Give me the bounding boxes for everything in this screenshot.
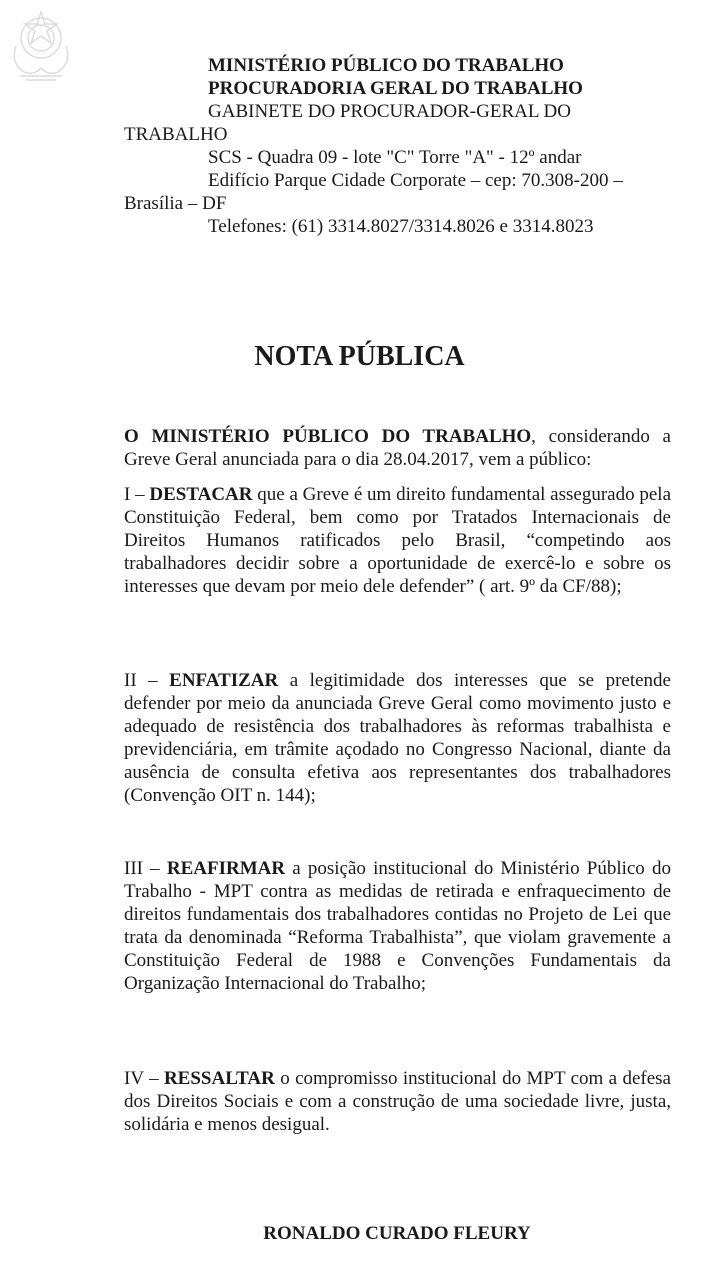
item-prefix: IV –: [124, 1068, 164, 1089]
item-prefix: III –: [124, 858, 167, 879]
item-keyword: ENFATIZAR: [169, 670, 279, 691]
item-keyword: DESTACAR: [149, 484, 253, 505]
intro-subject: O MINISTÉRIO PÚBLICO DO TRABALHO: [124, 426, 532, 447]
item-paragraph-4: [124, 1067, 671, 1136]
item-paragraph-3: [124, 857, 671, 995]
document-title: NOTA PÚBLICA: [254, 341, 465, 372]
item-keyword: RESSALTAR: [163, 1068, 275, 1089]
header-city: Brasília – DF: [124, 193, 227, 214]
item-text: a posição institucional do Ministério Público do Trabalho - MPT contra as medidas de retirada e enfraquecimento de direitos fundamentais dos trabalhadores contidas no Projeto de Lei que trata da denominada “Reforma Trabalhista”, que violam gravemente a Constituição Federal de 1988 e Convenções Fundamentais da Organização Internacional do Trabalho;: [124, 858, 671, 994]
item-keyword: REAFIRMAR: [166, 858, 286, 879]
header-gabinete-cont: TRABALHO: [124, 124, 228, 145]
item-text: o compromisso institucional do MPT com a defesa dos Direitos Sociais e com a construção de uma sociedade livre, justa, solidária e menos desigual.: [124, 1068, 671, 1135]
item-text: a legitimidade dos interesses que se pretende defender por meio da anunciada Greve Geral como movimento justo e adequado de resistência dos trabalhadores às reformas trabalhista e previdenciária, em trâmite açodado no Congresso Nacional, diante da ausência de consulta efetiva aos representantes dos trabalhadores (Convenção OIT n. 144);: [124, 670, 671, 806]
item-text: que a Greve é um direito fundamental assegurado pela Constituição Federal, bem como por Tratados Internacionais de Direitos Humanos ratificados pelo Brasil, “competindo aos trabalhadores decidir sobre a oportunidade de exercê-lo e sobre os interesses que devam por meio dele defender” ( art. 9º da CF/88);: [124, 484, 671, 597]
signature-name: RONALDO CURADO FLEURY: [263, 1223, 531, 1244]
intro-text: , considerando a Greve Geral anunciada para o dia 28.04.2017, vem a público:: [124, 426, 671, 470]
header-gabinete: GABINETE DO PROCURADOR-GERAL DO: [208, 101, 571, 122]
header-ministry: MINISTÉRIO PÚBLICO DO TRABALHO: [208, 55, 564, 76]
header-phones: Telefones: (61) 3314.8027/3314.8026 e 3314.8023: [208, 216, 594, 237]
item-paragraph-1: [124, 483, 671, 598]
item-prefix: I –: [124, 484, 150, 505]
item-paragraph-2: [124, 669, 671, 807]
header-procuradoria: PROCURADORIA GERAL DO TRABALHO: [208, 78, 583, 99]
header-address: SCS - Quadra 09 - lote "C" Torre "A" - 12º andar: [208, 147, 582, 168]
coat-of-arms-seal-icon: [4, 4, 78, 84]
header-building: Edifício Parque Cidade Corporate – cep: 70.308-200 –: [208, 170, 623, 191]
intro-paragraph: [124, 425, 671, 471]
item-prefix: II –: [124, 670, 170, 691]
